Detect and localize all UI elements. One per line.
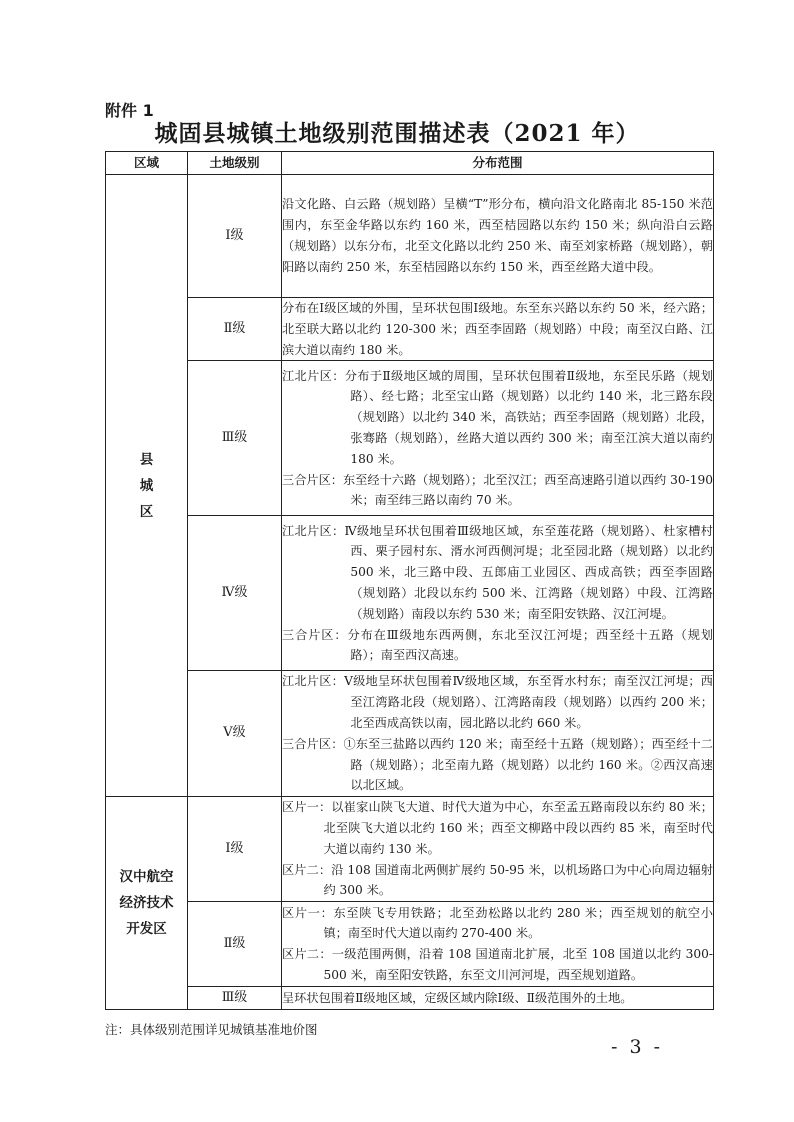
region-label: 县 城 区: [139, 451, 154, 520]
scope-cell: [282, 175, 714, 298]
header-level: 土地级别: [188, 152, 282, 175]
table-row: [106, 361, 714, 516]
scope-text: 区片一：以崔家山陕飞大道、时代大道为中心，东至孟五路南段以东约 80 米；北至陕飞大道以北约 160 米；西至文柳路中段以西约 85 米，南至时代大道以南约 130 米。: [282, 800, 713, 856]
scope-cell: [282, 516, 714, 671]
scope-text: 区片一：东至陕飞专用铁路；北至劲松路以北约 280 米；西至规划的航空小镇；南至时代大道以南约 270-400 米。: [282, 905, 713, 941]
scope-text: 分布在Ⅰ级区域的外围，呈环状包围Ⅰ级地。东至东兴路以东约 50 米，经六路；北至联大路以北约 120-300 米；西至李固路（规划路）中段；南至汉白路、江滨大道以南约 180 米。: [282, 301, 713, 357]
scope-cell: [282, 671, 714, 797]
attachment-label: 附件 1: [105, 101, 154, 120]
header-region: 区域: [106, 152, 188, 175]
level-cell: Ⅰ级: [188, 175, 282, 298]
level-cell: Ⅳ级: [188, 516, 282, 671]
footnote: 注：具体级别范围详见城镇基准地价图: [105, 1022, 318, 1037]
scope-text: 三合片区：分布在Ⅲ级地东西两侧，东北至汉江河堤；西至经十五路（规划路）；南至西汉高速。: [282, 627, 713, 663]
document-title: 城固县城镇土地级别范围描述表（2021 年）: [154, 120, 640, 147]
table-row: [106, 797, 714, 902]
land-level-table: [105, 151, 714, 1010]
scope-cell: [282, 902, 714, 987]
table-row: [106, 175, 714, 298]
level-cell: Ⅴ级: [188, 671, 282, 797]
table-row: [106, 671, 714, 797]
scope-text: 呈环状包围着Ⅱ级地区域，定级区域内除Ⅰ级、Ⅱ级范围外的土地。: [282, 990, 633, 1005]
table-row: [106, 516, 714, 671]
table-row: [106, 902, 714, 987]
scope-text: 三合片区：东至经十六路（规划路）；北至汉江；西至高速路引道以西约 30-190 米；南至纬三路以南约 70 米。: [282, 472, 713, 508]
table-header-row: [106, 152, 714, 175]
scope-text: 三合片区：①东至三盐路以西约 120 米；南至经十五路（规划路）；西至经十二路（规划路）；北至南九路（规划路）以北约 160 米。②西汉高速以北区域。: [282, 736, 713, 793]
scope-text: 沿文化路、白云路（规划路）呈横“T”形分布，横向沿文化路南北 85-150 米范围内，东至金华路以东约 160 米，西至桔园路以东约 150 米；纵向沿白云路（规划路）以东分布，北至文化路以北约 250 米、南至刘家桥路（规划路），朝阳路以南约 250 米，东至桔园路以东约 150 米，西至丝路大道中段。: [282, 197, 713, 274]
scope-cell: [282, 987, 714, 1010]
table-row: [106, 298, 714, 361]
scope-cell: [282, 298, 714, 361]
scope-text: 江北片区：分布于Ⅱ级地区域的周围，呈环状包围着Ⅱ级地，东至民乐路（规划路）、经七路；北至宝山路（规划路）以北约 140 米，北三路东段（规划路）以北约 340 米，高铁站；西至李固路（规划路）北段，张骞路（规划路），丝路大道以西约 300 米；南至江滨大道以南约 180 米。: [282, 368, 713, 466]
header-scope: 分布范围: [282, 152, 714, 175]
region-county: [106, 175, 188, 797]
table-row: [106, 987, 714, 1010]
scope-text: 江北片区：Ⅴ级地呈环状包围着Ⅳ级地区域，东至胥水村东；南至汉江河堤；西至江湾路北段（规划路）、江湾路南段（规划路）以西约 200 米；北至西成高铁以南，园北路以北约 660 米。: [282, 674, 713, 730]
level-cell: Ⅱ级: [188, 298, 282, 361]
region-label: 汉中航空 经济技术 开发区: [119, 869, 174, 938]
level-cell: Ⅲ级: [188, 987, 282, 1010]
scope-text: 区片二：一级范围两侧，沿着 108 国道南北扩展，北至 108 国道以北约 300-500 米，南至阳安铁路，东至文川河河堤，西至规划道路。: [282, 947, 713, 982]
scope-cell: [282, 797, 714, 902]
level-cell: Ⅰ级: [188, 797, 282, 902]
region-hanzhong: [106, 797, 188, 1010]
scope-text: 江北片区：Ⅳ级地呈环状包围着Ⅲ级地区域，东至莲花路（规划路）、杜家槽村西、栗子园村东、湑水河西侧河堤；北至园北路（规划路）以北约 500 米，北三路中段、五郎庙工业园区、西成高铁；西至李固路（规划路）北段以东约 500 米、江湾路（规划路）中段、江湾路（规划路）南段以东约 530 米；南至阳安铁路、汉江河堤。: [282, 523, 713, 621]
scope-text: 区片二：沿 108 国道南北两侧扩展约 50-95 米，以机场路口为中心向周边辐射约 300 米。: [282, 862, 713, 898]
level-cell: Ⅲ级: [188, 361, 282, 516]
scope-cell: [282, 361, 714, 516]
page-number: - 3 -: [611, 1036, 664, 1058]
level-cell: Ⅱ级: [188, 902, 282, 987]
